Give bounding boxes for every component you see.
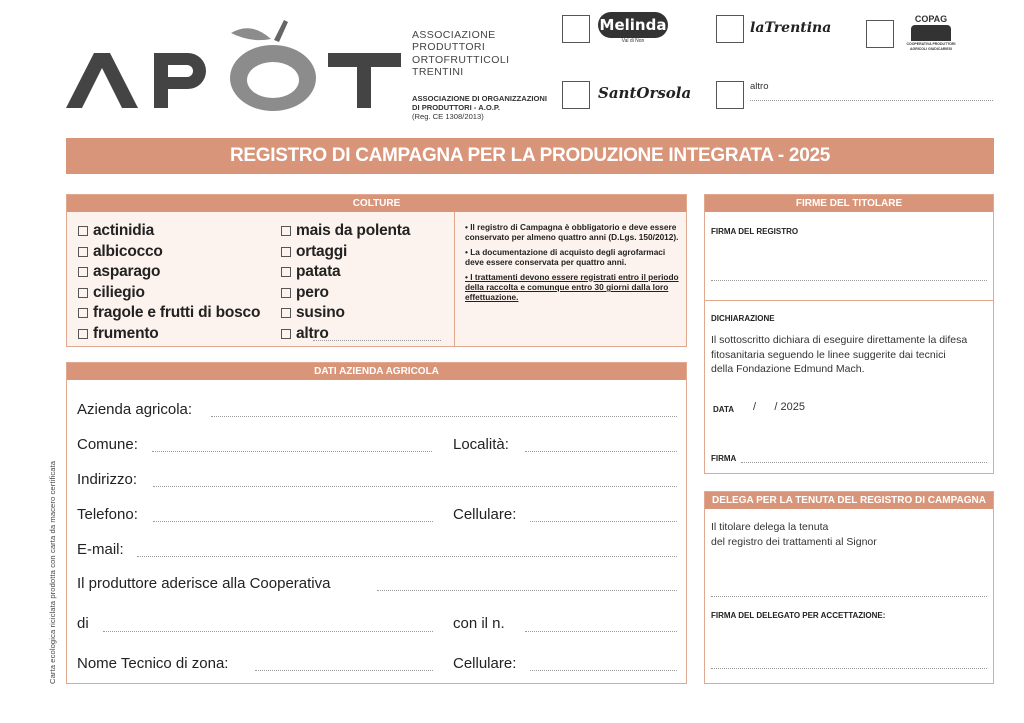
crop-option[interactable]	[78, 283, 260, 304]
cellulare-tecnico-label: Cellulare:	[453, 655, 517, 672]
delegato-name-field[interactable]	[711, 596, 987, 597]
indirizzo-label: Indirizzo:	[77, 471, 138, 488]
crop-label: frumento	[93, 324, 159, 342]
firma-delegato-label: FIRMA DEL DELEGATO PER ACCETTAZIONE:	[711, 611, 886, 620]
copag-checkbox[interactable]	[866, 20, 894, 48]
azienda-heading: DATI AZIENDA AGRICOLA	[67, 363, 686, 380]
association-line: PRODUTTORI	[412, 41, 486, 54]
crop-label: ortaggi	[296, 242, 348, 260]
association-line: ASSOCIAZIONE	[412, 29, 496, 41]
tecnico-field[interactable]	[255, 670, 433, 671]
firma-registro-label: FIRMA DEL REGISTRO	[711, 227, 799, 236]
aderisce-label: Il produttore aderisce alla Cooperativa	[77, 575, 331, 592]
crop-option[interactable]	[78, 221, 260, 242]
colture-divider	[454, 212, 455, 347]
cellulare-field[interactable]	[530, 521, 677, 522]
santorsola-logo: SantOrsola	[598, 84, 692, 102]
checkbox[interactable]	[78, 226, 88, 236]
note-item: • Il registro di Campagna è obbligatorio e deve essere conservato per almeno quattro anni (D.Lgs. 150/2012).	[465, 222, 679, 243]
crop-option[interactable]	[78, 324, 260, 345]
copag-logo-text: COPAG	[914, 14, 948, 24]
association-name	[412, 29, 509, 78]
checkbox[interactable]	[78, 308, 88, 318]
crop-label: susino	[296, 304, 345, 322]
crop-label: patata	[296, 263, 341, 281]
crop-label: asparago	[93, 263, 161, 281]
crop-label: fragole e frutti di bosco	[93, 304, 261, 322]
firma-field[interactable]	[741, 462, 987, 463]
di-label: di	[77, 615, 89, 632]
cellulare-label: Cellulare:	[453, 506, 517, 523]
azienda-section	[66, 362, 687, 684]
crop-option[interactable]	[281, 262, 410, 283]
note-item: • I trattamenti devono essere registrati entro il periodo della raccolta e comunque entro 30 giorni dalla loro effettuazione.	[465, 271, 679, 303]
firme-heading: FIRME DEL TITOLARE	[705, 195, 993, 212]
aop-line: ASSOCIAZIONE DI ORGANIZZAZIONI	[412, 94, 548, 103]
altro-brand-line[interactable]	[750, 100, 993, 101]
indirizzo-field[interactable]	[153, 486, 677, 487]
comune-field[interactable]	[152, 451, 432, 452]
copag-logo	[903, 14, 959, 51]
firma-delegato-field[interactable]	[711, 668, 987, 669]
copag-logo-mark	[911, 25, 951, 41]
santorsola-checkbox[interactable]	[562, 81, 590, 109]
email-field[interactable]	[137, 556, 677, 557]
association-line: TRENTINI	[412, 65, 464, 78]
apot-logo	[66, 18, 401, 112]
cellulare-tecnico-field[interactable]	[530, 670, 677, 671]
firma-label: FIRMA	[711, 454, 737, 463]
checkbox[interactable]	[281, 288, 291, 298]
telefono-field[interactable]	[153, 521, 433, 522]
localita-field[interactable]	[525, 451, 677, 452]
association-line: ORTOFRUTTICOLI	[412, 53, 510, 66]
numero-field[interactable]	[525, 631, 677, 632]
cooperativa-field[interactable]	[377, 590, 677, 591]
note-item: • La documentazione di acquisto degli agrofarmaci deve essere conservata per quattro anni.	[465, 246, 666, 268]
di-field[interactable]	[103, 631, 433, 632]
dichiarazione-line: della Fondazione Edmund Mach.	[711, 363, 865, 375]
dichiarazione-line: fitosanitaria seguendo le linee suggerite dai tecnici	[711, 348, 946, 361]
checkbox[interactable]	[281, 329, 291, 339]
checkbox[interactable]	[78, 329, 88, 339]
crop-label: altro	[296, 324, 329, 342]
latrentina-checkbox[interactable]	[716, 15, 744, 43]
melinda-checkbox[interactable]	[562, 15, 590, 43]
checkbox[interactable]	[281, 267, 291, 277]
checkbox[interactable]	[281, 308, 291, 318]
reg-note: (Reg. CE 1308/2013)	[412, 112, 484, 121]
crop-option[interactable]	[281, 221, 410, 242]
crop-option[interactable]	[78, 303, 260, 324]
dichiarazione-text	[711, 333, 991, 377]
email-label: E-mail:	[77, 541, 124, 558]
recycled-paper-note: Carta ecologica riciclata prodotta con carta da macero certificata	[48, 460, 57, 684]
altro-brand-checkbox[interactable]	[716, 81, 744, 109]
page-title: REGISTRO DI CAMPAGNA PER LA PRODUZIONE INTEGRATA - 2025	[66, 138, 994, 174]
checkbox[interactable]	[281, 226, 291, 236]
numero-label: con il n.	[453, 615, 505, 632]
crop-label: mais da polenta	[296, 222, 411, 239]
tecnico-label: Nome Tecnico di zona:	[77, 655, 229, 672]
data-field[interactable]: / / 2025	[753, 401, 805, 413]
altro-brand-label: altro	[750, 81, 769, 92]
dichiarazione-line: Il sottoscritto dichiara di eseguire direttamente la difesa	[711, 334, 968, 346]
crop-option[interactable]	[281, 242, 410, 263]
firma-registro-field[interactable]	[711, 280, 987, 281]
delega-line: del registro dei trattamenti al Signor	[711, 535, 877, 548]
aop-text	[412, 94, 547, 121]
colture-heading: COLTURE	[67, 195, 686, 212]
crop-option[interactable]	[281, 303, 410, 324]
telefono-label: Telefono:	[77, 506, 138, 523]
checkbox[interactable]	[78, 267, 88, 277]
comune-label: Comune:	[77, 436, 138, 453]
crop-option[interactable]	[281, 283, 410, 304]
latrentina-logo: laTrentina	[750, 20, 832, 36]
checkbox[interactable]	[281, 247, 291, 257]
crop-label: albicocco	[93, 242, 163, 260]
crops-column-2	[281, 221, 410, 345]
azienda-label: Azienda agricola:	[77, 401, 193, 418]
apot-logo-mark	[66, 18, 401, 112]
firme-section	[704, 194, 994, 474]
crop-label: ciliegio	[93, 283, 145, 301]
melinda-logo-sub: Val di Non	[621, 38, 645, 44]
data-label: DATA	[713, 405, 735, 414]
copag-logo-sub: COOPERATIVA PRODUTTORI AGRICOLI GIUDICARIESI	[906, 42, 956, 51]
crops-column-1	[78, 221, 260, 345]
delega-line: Il titolare delega la tenuta	[711, 521, 829, 533]
melinda-logo	[598, 12, 668, 46]
altro-crop-line[interactable]	[313, 340, 441, 341]
crop-option[interactable]	[281, 324, 410, 345]
crop-label: actinidia	[93, 222, 155, 239]
delega-text	[711, 520, 991, 549]
checkbox[interactable]	[78, 247, 88, 257]
aop-line: DI PRODUTTORI - A.O.P.	[412, 103, 501, 112]
localita-label: Località:	[453, 436, 509, 453]
firme-divider	[705, 300, 993, 301]
azienda-field[interactable]	[211, 416, 677, 417]
checkbox[interactable]	[78, 288, 88, 298]
crop-label: pero	[296, 283, 329, 301]
crop-option[interactable]	[78, 262, 260, 283]
delega-section	[704, 491, 994, 684]
colture-notes	[465, 222, 679, 303]
melinda-logo-text: Melinda	[598, 12, 668, 38]
colture-section	[66, 194, 687, 347]
dichiarazione-label: DICHIARAZIONE	[711, 314, 775, 323]
crop-option[interactable]	[78, 242, 260, 263]
delega-heading: DELEGA PER LA TENUTA DEL REGISTRO DI CAMPAGNA	[705, 492, 993, 509]
